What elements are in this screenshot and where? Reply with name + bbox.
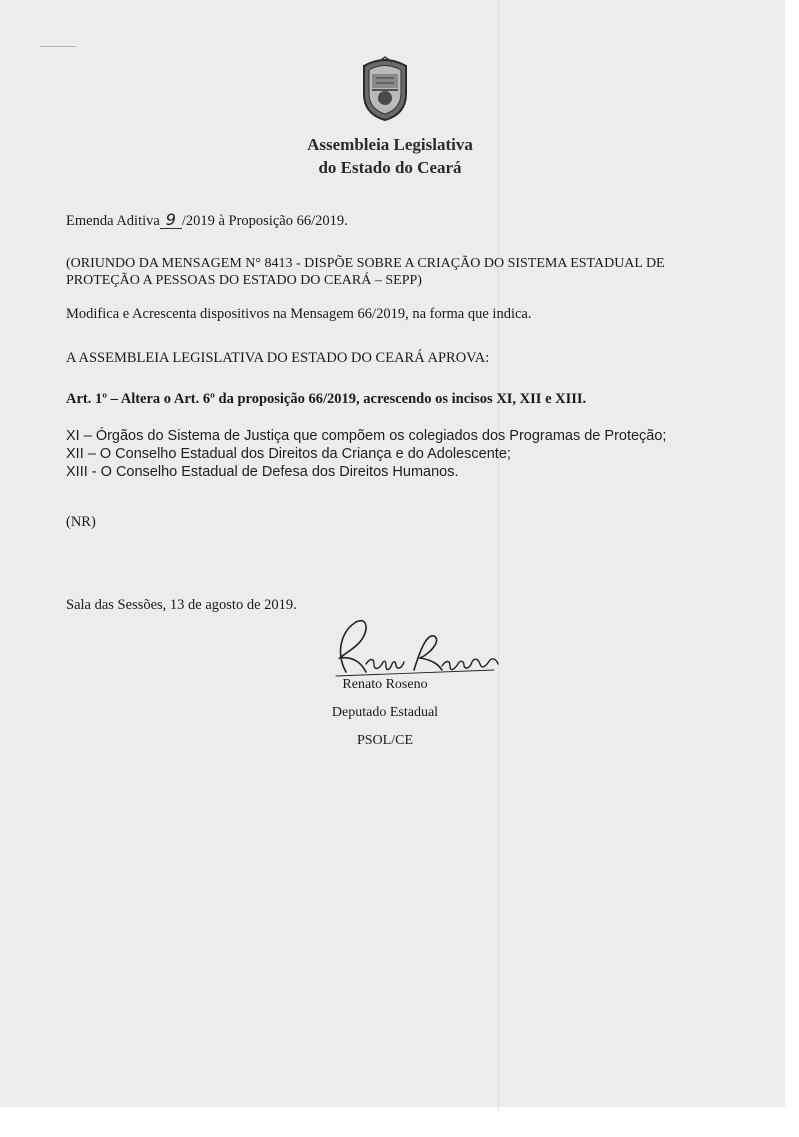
scan-mark — [40, 46, 76, 47]
inciso-xii: XII – O Conselho Estadual dos Direitos da Criança e do Adolescente; — [66, 446, 511, 462]
article-1: Art. 1º – Altera o Art. 6º da proposição 66/2019, acrescendo os incisos XI, XII e XIII. — [66, 391, 587, 407]
scan-margin-right — [785, 0, 799, 1137]
session-date: Sala das Sessões, 13 de agosto de 2019. — [66, 597, 297, 613]
amendment-number: 9 — [160, 212, 182, 229]
origin-paragraph: (ORIUNDO DA MENSAGEM N° 8413 - DISPÕE SOBRE A CRIAÇÃO DO SISTEMA ESTADUAL DE PROTEÇÃO A PESSOAS DO ESTADO DO CEARÁ – SEPP) — [66, 256, 665, 288]
signer-name: Renato Roseno — [342, 677, 428, 692]
modifica-paragraph: Modifica e Acrescenta dispositivos na Mensagem 66/2019, na forma que indica. — [66, 306, 532, 322]
organization-name — [270, 133, 510, 179]
scan-margin-bottom — [0, 1107, 799, 1137]
nr-marker: (NR) — [66, 514, 96, 530]
aprova-paragraph: A ASSEMBLEIA LEGISLATIVA DO ESTADO DO CEARÁ APROVA: — [66, 350, 490, 366]
amendment-suffix: /2019 à Proposição 66/2019. — [181, 213, 348, 229]
inciso-xi: XI – Órgãos do Sistema de Justiça que compõem os colegiados dos Programas de Proteção; — [66, 428, 667, 444]
incisos-list — [66, 427, 716, 481]
state-coat-of-arms-icon — [358, 56, 412, 122]
handwritten-signature — [318, 614, 508, 684]
org-name-line2: do Estado do Ceará — [318, 158, 462, 177]
amendment-title — [66, 212, 348, 230]
amendment-prefix: Emenda Aditiva — [66, 213, 160, 229]
org-name-line1: Assembleia Legislativa — [307, 135, 473, 154]
signer-role: Deputado Estadual — [331, 705, 439, 720]
inciso-xiii: XIII - O Conselho Estadual de Defesa dos Direitos Humanos. — [66, 464, 459, 480]
signer-party: PSOL/CE — [356, 733, 413, 748]
